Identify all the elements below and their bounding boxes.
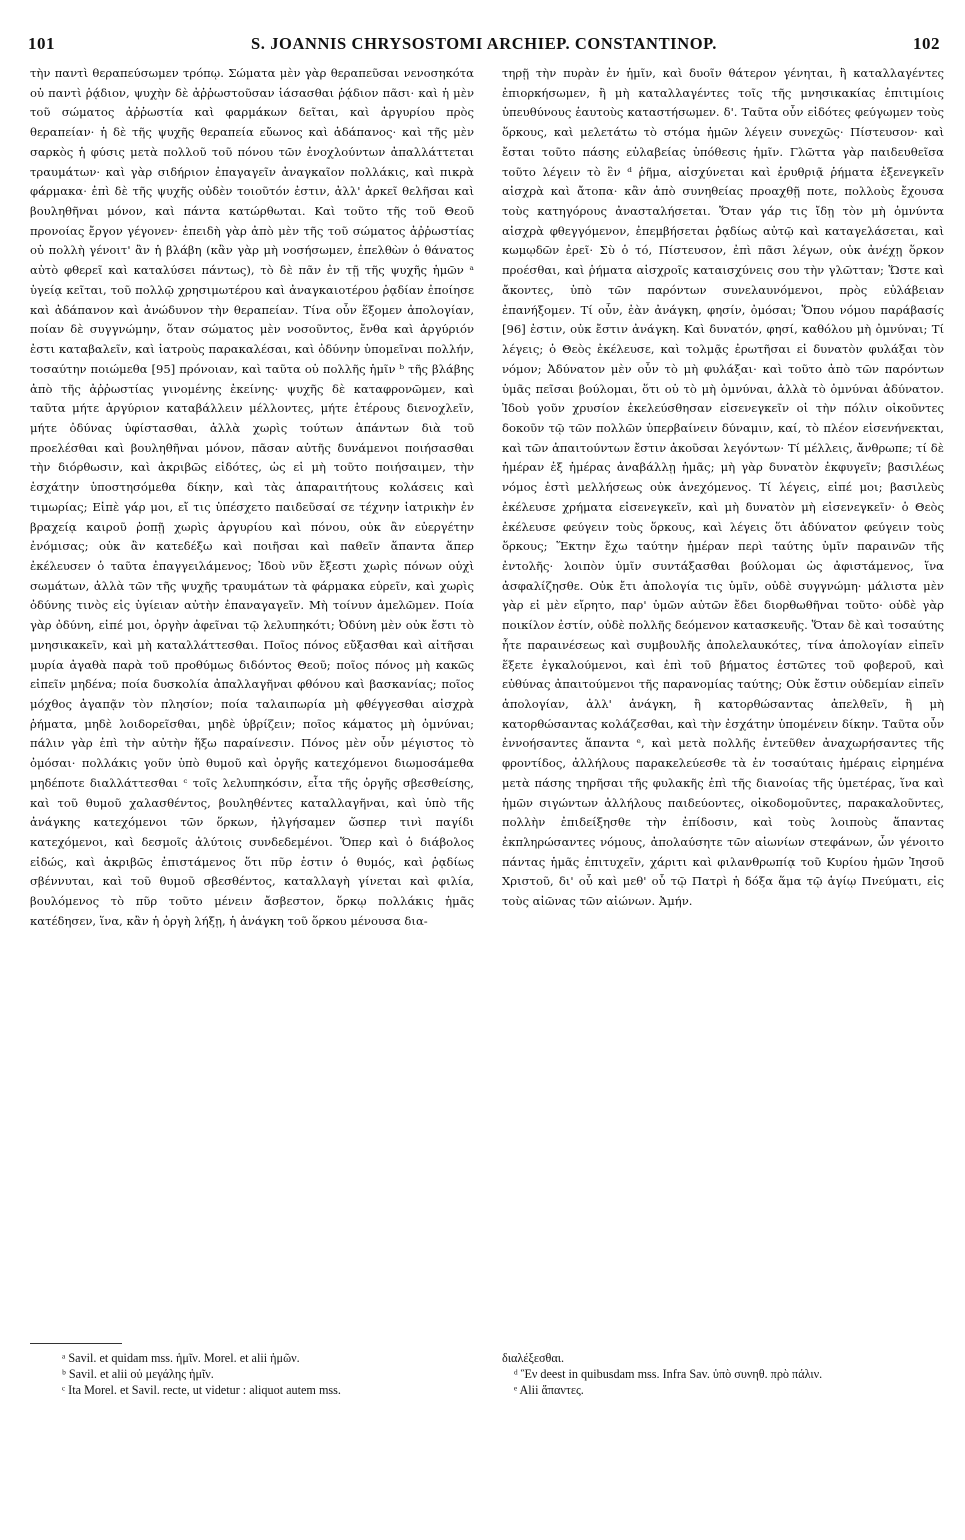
- footnote-rule-left: [30, 1343, 122, 1344]
- page-number-right: 102: [913, 34, 940, 53]
- running-title: S. JOANNIS CHRYSOSTOMI ARCHIEP. CONSTANTINOP.: [250, 34, 718, 53]
- running-header: [28, 30, 940, 58]
- footnote-c: ᶜ Ita Morel. et Savil. recte, ut videtur : aliquot autem mss.: [62, 1383, 341, 1397]
- footnote-a: ᵃ Savil. et quidam mss. ἡμῖν. Morel. et alii ἡμῶν.: [62, 1351, 300, 1365]
- right-column: [502, 64, 944, 912]
- footnote-b: ᵇ Savil. et alii οὐ μεγάλης ἡμῖν.: [62, 1367, 214, 1381]
- left-column-text: τὴν παντὶ θεραπεύσωμεν τρόπῳ. Σώματα μὲν γὰρ θεραπεῦσαι νενοσηκότα οὐ παντὶ ῥᾴδιον, ψυχὴν δὲ ἀῤῥωστοῦσαν ἰάσασθαι ῥᾴδιον πᾶσι· καὶ ἡ μὲν τοῦ σώματος ἀῤῥωστία καὶ φαρμάκων δεῖται, καὶ ἀργυρίου πρὸς θεραπείαν· ἡ δὲ τῆς ψυχῆς θεραπεία εὔωνος καὶ ἀδάπανος· καὶ τῆς μὲν σαρκὸς ἡ φύσις μετὰ πολλοῦ τοῦ πόνου τῶν ἐνοχλούντων ἀπαλλάττεται τραυμάτων· καὶ γὰρ σιδήριον ἐπαγαγεῖν ἀναγκαῖον πολλάκις, καὶ πικρὰ φάρμακα· ἐπὶ δὲ τῆς ψυχῆς οὐδὲν τοιοῦτόν ἐστιν, ἀλλ' ἀρκεῖ θελῆσαι καὶ βουληθῆναι μόνον, καὶ πάντα κατώρθωται. Καὶ τοῦτο τῆς τοῦ Θεοῦ προνοίας ἔργον γέγονεν· ἐπειδὴ γὰρ ἀπὸ μὲν τῆς τοῦ σώματος ἀῤῥωστίας οὐ πολλὴ γένοιτ' ἂν ἡ βλάβη (κἂν γὰρ μὴ νοσήσωμεν, ἐπελθὼν ὁ θάνατος αὐτὸ φθερεῖ καὶ καταλύσει πάντως), τὸ δὲ πᾶν ἐν τῇ τῆς ψυχῆς ἡμῶν ᵃ ὑγείᾳ κεῖται, τοῦ πολλῷ χρησιμωτέρου καὶ ἀναγκαιοτέρου ῥᾳδίαν ἐποίησε καὶ ἀδάπανον καὶ ἀνώδυνον τὴν θεραπείαν. Τίνα οὖν ἕξομεν ἀπολογίαν, ποίαν δὲ συγγνώμην, ὅταν σώματος μὲν νοσοῦντος, ἔνθα καὶ ἀργύριόν ἐστι καταβαλεῖν, καὶ ἰατροὺς παρακαλέσαι, καὶ ὀδύνην ὑπομεῖναι πολλήν, τοσαύτην ποιώμεθα [95] πρόνοιαν, καὶ ταῦτα οὐ πολλῆς ἡμῖν ᵇ τῆς βλάβης ἀπὸ τῆς ἀῤῥωστίας γινομένης ἐκείνης· ψυχῆς δὲ καταφρονῶμεν, καὶ ταῦτα μήτε ἀργύριον καταβάλλειν μέλλοντες, μήτε ἑτέρους διενοχλεῖν, μήτε ὀδύνας ὑφίστασθαι, ἀλλὰ χωρὶς τούτων ἁπάντων διὰ τοῦ προελέσθαι καὶ βουληθῆναι μόνον, πᾶσαν αὐτῆς δυνάμενοι ποιήσασθαι τὴν διόρθωσιν, καὶ ἀκριβῶς εἰδότες, ὡς εἰ μὴ τοῦτο ποιήσαιμεν, τὴν ἐσχάτην ὑποστησόμεθα δίκην, καὶ τὰς ἀπαραιτήτους κολάσεις καὶ τιμωρίας; Εἰπὲ γάρ μοι, εἴ τις ὑπέσχετο παιδεῦσαί σε τέχνην ἰατρικὴν ἐν βραχείᾳ καιροῦ ῥοπῇ χωρὶς ἀργυρίου καὶ πόνου, οὐκ ἂν εὐεργέτην ἐνόμισας; οὐκ ἂν κατεδέξω καὶ ποιῆσαι καὶ παθεῖν ἅπαντα ἅπερ ἐκέλευσεν ὁ ταῦτα ἐπαγγειλάμενος; Ἰδοὺ νῦν ἔξεστι χωρὶς πόνων οὐχὶ σωμάτων, ἀλλὰ τῶν τῆς ψυχῆς τραυμάτων τὰ φάρμακα εὑρεῖν, καὶ χωρὶς ὀδύνης τινὸς εἰς ὑγίειαν αὐτὴν ἐπαναγαγεῖν. Μὴ τοίνυν ἀμελῶμεν. Ποία γὰρ ὀδύνη, εἰπέ μοι, ὀργὴν ἀφεῖναι τῷ λελυπηκότι; Ὀδύνη μὲν οὐκ ἔστι τὸ μνησικακεῖν, καὶ μὴ καταλλάττεσθαι. Ποῖος πόνος εὔξασθαι καὶ αἰτῆσαι μυρία ἀγαθὰ παρὰ τοῦ προθύμως διδόντος Θεοῦ; ποῖος πόνος μὴ κακῶς εἰπεῖν μηδένα; ποία δυσκολία ἀπαλλαγῆναι φθόνου καὶ βασκανίας; ποῖος μόχθος ἀγαπᾷν τὸν πλησίον; ποία ταλαιπωρία μὴ φθέγγεσθαι αἰσχρὰ ῥήματα, μηδὲ λοιδορεῖσθαι, μηδὲ ὑβρίζειν; ποῖος κάματος μὴ ὀμνύναι; πάλιν γὰρ ἐπὶ τὴν αὐτὴν ἥξω παραίνεσιν. Πόνος μὲν οὖν μέγιστος τὸ ὀμόσαι· πολλάκις γοῦν ὑπὸ θυμοῦ καὶ ὀργῆς κατεχόμενοι διωμοσάμεθα μηδέποτε διαλλάττεσθαι ᶜ τοῖς λελυπηκόσιν, εἶτα τῆς ὀργῆς σβεσθείσης, καὶ τοῦ θυμοῦ χαλασθέντος, βουληθέντες καταλλαγῆναι, καὶ ὑπὸ τῆς ἀνάγκης κατεχόμενοι τῶν ὅρκων, ἠλγήσαμεν ὥσπερ τινὶ παγίδι κατεχόμενοι, καὶ δεσμοῖς ἀλύτοις συνδεδεμένοι. Ὅπερ καὶ ὁ διάβολος εἰδώς, καὶ ἀκριβῶς ἐπιστάμενος ὅτι πῦρ ἐστιν ὁ θυμός, καὶ ῥᾳδίως σβέννυται, καὶ τοῦ θυμοῦ σβεσθέντος, καταλλαγὴ γίνεται καὶ φιλία, βουλόμενος τὸ πῦρ τοῦτο μένειν ἄσβεστον, ὅρκῳ πολλάκις ἡμᾶς κατέδησεν, ἵνα, κἂν ἡ ὀργὴ λήξῃ, ἡ ἀνάγκη τοῦ ὅρκου μένουσα δια-: [30, 66, 474, 928]
- footnote-c-continued: διαλέξεσθαι.: [502, 1351, 565, 1365]
- left-column: [30, 64, 474, 932]
- footnotes-right: [502, 1350, 944, 1398]
- right-column-text: τηρῇ τὴν πυρὰν ἐν ἡμῖν, καὶ δυοῖν θάτερον γένηται, ἢ καταλλαγέντες ἐπιορκήσωμεν, ἢ μὴ καταλλαγέντες τοῖς τῆς μνησικακίας ἐπιτιμίοις ὑπευθύνους ἑαυτοὺς καταστήσωμεν. δ'. Ταῦτα οὖν εἰδότες φεύγωμεν τοὺς ὅρκους, καὶ μελετάτω τὸ στόμα ἡμῶν λέγειν συνεχῶς· Πίστευσον· καὶ ἔσται τοῦτο πάσης εὐλαβείας ὑπόθεσις ἡμῖν. Γλῶττα γὰρ παιδευθεῖσα τοῦτο λέγειν τὸ ἓν ᵈ ῥῆμα, αἰσχύνεται καὶ ἐρυθριᾷ ῥήματα ἐξενεγκεῖν αἰσχρὰ καὶ ἄτοπα· κἂν ἀπὸ συνηθείας προαχθῇ ποτε, πολλοὺς ἔχουσα τοὺς κατηγόρους ἀνασταλήσεται. Ὅταν γάρ τις ἴδῃ τὸν μὴ ὀμνύντα αἰσχρὰ φθεγγόμενον, ἐπεμβήσεται ῥᾳδίως αὐτῷ καὶ καταγελάσεται, καὶ κωμῳδῶν ἐρεῖ· Σὺ ὁ τό, Πίστευσον, ἐπὶ πᾶσι λέγων, οὐκ ἀνέχῃ ὅρκον προέσθαι, καὶ ῥήματα αἰσχροῖς καταισχύνεις σου τὴν γλῶτταν; Ὥστε καὶ ἄκοντες, ὑπὸ τῶν παρόντων συνελαυνόμενοι, πρὸς εὐλάβειαν ἐπανήξομεν. Τί οὖν, ἐὰν ἀνάγκη, φησίν, ὀμόσαι; Ὅπου νόμου παράβασίς [96] ἐστιν, οὐκ ἔστιν ἀνάγκη. Καὶ δυνατόν, φησί, καθόλου μὴ ὀμνύναι; Τί λέγεις; ὁ Θεὸς ἐκέλευσε, καὶ τολμᾷς ἐρωτῆσαι εἰ δυνατὸν φυλάξαι τὸν νόμον; Ἀδύνατον μὲν οὖν τὸ μὴ φυλάξαι· καὶ τοῦτο ἀπὸ τῶν παρόντων ὑμᾶς πεῖσαι βούλομαι, ὅτι οὐ τὸ μὴ ὀμνύναι, ἀλλὰ τὸ ὀμνύναι ἀδύνατον. Ἰδοὺ γοῦν χρυσίον ἐκελεύσθησαν εἰσενεγκεῖν οἱ τὴν πόλιν οἰκοῦντες δοκοῦν τῷ τῶν πολλῶν ὑπερβαίνειν δύναμιν, καί, τὸ πλέον εἰσενήνεκται, καὶ τῶν ἀπαιτούντων ἔστιν ἀκοῦσαι λεγόντων· Τί μέλλεις, ἄνθρωπε; τί δὲ ἡμέραν ἐξ ἡμέρας ἀναβάλλῃ ἡμᾶς; μὴ γὰρ δυνατὸν ἐκφυγεῖν; βασιλέως νόμος ἐστὶ μελλήσεως οὐκ ἀνεχόμενος. Τί λέγεις, εἰπέ μοι; βασιλεὺς ἐκέλευσε χρήματα εἰσενεγκεῖν, καὶ μὴ δυνατὸν μὴ εἰσενεγκεῖν· ὁ Θεὸς ἐκέλευσε φεύγειν τοὺς ὅρκους, καὶ λέγεις ὅτι ἀδύνατον φεύγειν τοὺς ὅρκους; Ἕκτην ἔχω ταύτην ἡμέραν περὶ ταύτης ὑμῖν παραινῶν τῆς ἐντολῆς· λοιπὸν ὑμῖν συντάξασθαι βούλομαι ὡς ἀφιστάμενος, ἵνα ἀσφαλίζησθε. Οὐκ ἔτι ἀπολογία τις ὑμῖν, οὐδὲ συγγνώμη· μάλιστα μὲν γὰρ εἰ μὲν εἴρητο, παρ' ὑμῶν αὐτῶν ἔδει διορθωθῆναι τοῦτο· οὐδὲ γὰρ ποικίλον ἐστίν, οὐδὲ πολλῆς δεόμενον κατασκευῆς. Ὅταν δὲ καὶ τοσαύτης ἦτε παραινέσεως καὶ συμβουλῆς ἀπολελαυκότες, τίνα ἀπολογίαν εἰπεῖν ἕξετε ἐγκαλούμενοι, καὶ ἐπὶ τοῦ βήματος ἑστῶτες τοῦ φοβεροῦ, καὶ εὐθύνας ἀπαιτούμενοι τῆς παρανομίας ταύτης; Οὐκ ἔστιν οὐδεμίαν εἰπεῖν ἀπολογίαν, ἀλλ' ἀνάγκη, ἢ κατορθώσαντας ἀπελθεῖν, ἢ μὴ κατορθώσαντας κολάζεσθαι, καὶ τὴν ἐσχάτην ὑπομένειν δίκην. Ταῦτα οὖν ἐννοήσαντες ἅπαντα ᵉ, καὶ μετὰ πολλῆς ἐντεῦθεν ἀναχωρήσαντες τῆς φροντίδος, ἀλλήλους παρακελεύεσθε τὰ ἐν τοσαύταις ἡμέραις εἰρημένα μετὰ πάσης τηρῆσαι τῆς φυλακῆς ἐπὶ τῆς διανοίας τῆς ὑμετέρας, ἵνα καὶ ἡμῶν σιγώντων ἀλλήλους παιδεύοντες, οἰκοδομοῦντες, παρακαλοῦντες, πολλὴν ἐπιδείξησθε τὴν ἐπίδοσιν, καὶ τοὺς λοιποὺς ἅπαντας ἐκπληρώσαντες νόμους, ἀπολαύσητε τῶν αἰωνίων στεφάνων, ὧν γένοιτο πάντας ἡμᾶς ἐπιτυχεῖν, χάριτι καὶ φιλανθρωπίᾳ τοῦ Κυρίου ἡμῶν Ἰησοῦ Χριστοῦ, δι' οὗ καὶ μεθ' οὗ τῷ Πατρὶ ἡ δόξα ἅμα τῷ ἁγίῳ Πνεύματι, εἰς τοὺς αἰῶνας τῶν αἰώνων. Ἀμήν.: [502, 66, 944, 909]
- footnote-e: ᵉ Alii ἅπαντες.: [514, 1383, 584, 1397]
- page-number-left: 101: [28, 34, 55, 53]
- footnotes-left: [62, 1350, 482, 1398]
- footnote-d: ᵈ Ἓν deest in quibusdam mss. Infra Sav. ὑπὸ συνηθ. πρὸ πάλιν.: [514, 1367, 823, 1381]
